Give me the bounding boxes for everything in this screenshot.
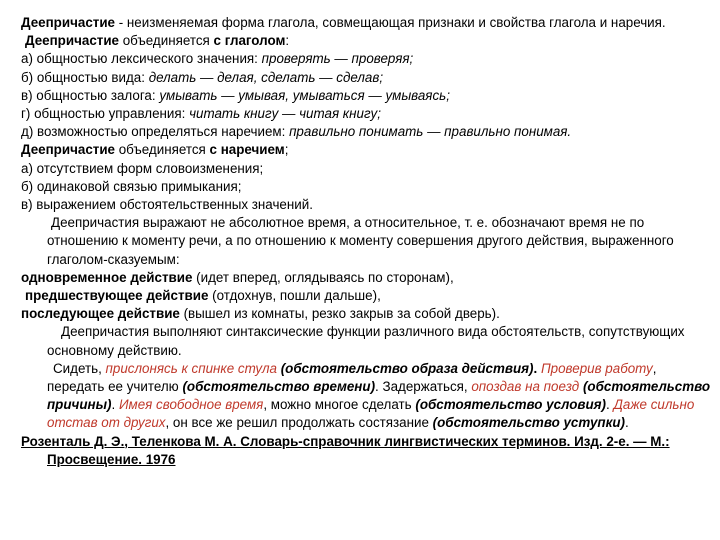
verb-item <box>21 69 712 87</box>
example-participle: Проверив работу <box>540 360 653 376</box>
verb-link-mid: объединяется <box>119 33 214 49</box>
action-example: (вышел из комнаты, резко закрыв за собой дверь). <box>179 306 500 322</box>
adverb-link-heading <box>21 141 712 159</box>
action-example: (отдохнув, пошли дальше), <box>208 288 381 304</box>
verb-item <box>21 87 712 105</box>
example-participle: прислонясь к спинке стула <box>105 360 277 376</box>
verb-link-heading <box>21 32 712 50</box>
functions-paragraph <box>21 323 712 359</box>
verb-item-example: читать книгу — читая книгу; <box>189 106 381 122</box>
adverb-link-mid: объединяется <box>115 142 210 158</box>
example-text: . <box>533 360 541 376</box>
action-term: последующее действие <box>21 306 180 322</box>
example-text: , можно многое сделать <box>263 397 416 413</box>
time-paragraph-text: Деепричастия выражают не абсолютное время, а относительное, т. е. обозначают время не по отношению к моменту речи, а по отношению к моменту совершения другого действия, выраженного глаголом-сказуемым: <box>47 215 674 267</box>
adverb-link-target: с наречием <box>209 142 285 158</box>
verb-item-prefix: д) возможностью определяться наречием: <box>21 124 290 140</box>
action-term: предшествующее действие <box>25 288 209 304</box>
verb-link-term: Деепричастие <box>25 33 120 49</box>
adverb-item: в) выражением обстоятельственных значений. <box>21 197 313 213</box>
example-text: . Задержаться, <box>375 379 472 395</box>
example-circumstance: (обстоятельство условия) <box>415 397 606 413</box>
definition-text: - неизменяемая форма глагола, совмещающая признаки и свойства глагола и наречия. <box>115 15 666 30</box>
example-text: . <box>625 415 629 431</box>
example-circumstance: (обстоятельство уступки) <box>432 415 625 431</box>
adverb-item: а) отсутствием форм словоизменения; <box>21 160 264 176</box>
verb-item-example: делать — делая, сделать — сделав; <box>148 69 384 85</box>
action-example: (идет вперед, оглядываясь по сторонам), <box>192 269 454 285</box>
adverb-link-tail: ; <box>284 142 289 158</box>
verb-item-prefix: в) общностью залога: <box>21 87 160 103</box>
verb-item <box>21 50 712 68</box>
example-participle: опоздав на поезд <box>471 379 580 395</box>
example-circumstance: (обстоятельство причины) <box>47 379 711 413</box>
verb-item-example: умывать — умывая, умываться — умываясь; <box>159 87 450 103</box>
example-text: . <box>111 397 119 413</box>
verb-item-example: проверять — проверяя; <box>261 51 414 67</box>
verb-item-prefix: б) общностью вида: <box>21 69 149 85</box>
verb-item-prefix: а) общностью лексического значения: <box>21 51 262 67</box>
verb-link-target: с глаголом <box>213 33 286 49</box>
example-text: , передать ее учителю <box>47 360 657 395</box>
verb-link-tail: : <box>285 33 290 49</box>
action-item <box>21 305 712 323</box>
examples-paragraph <box>21 360 712 433</box>
functions-paragraph-text: Деепричастия выполняют синтаксические функции различного вида обстоятельств, сопутствующих основному действию. <box>47 324 685 358</box>
term-deeprichastie: Деепричастие <box>21 15 116 30</box>
verb-item-prefix: г) общностью управления: <box>21 106 190 122</box>
source-citation: Розенталь Д. Э., Теленкова М. А. Словарь-справочник лингвистических терминов. Изд. 2-е. — М.: Просвещение. 1976 <box>21 433 670 467</box>
verb-item-example: правильно понимать — правильно понимая. <box>289 124 572 140</box>
action-term: одновременное действие <box>21 269 193 285</box>
definition-paragraph <box>21 14 712 32</box>
example-text: , он все же решил продолжать состязание <box>165 415 433 431</box>
adverb-item: б) одинаковой связью примыкания; <box>21 178 242 194</box>
example-text: Сидеть, <box>53 360 106 376</box>
verb-item <box>21 105 712 123</box>
time-paragraph <box>21 214 712 269</box>
verb-item <box>21 123 712 141</box>
action-item <box>21 269 712 287</box>
example-circumstance: (обстоятельство образа действия) <box>280 360 534 376</box>
example-circumstance: (обстоятельство времени) <box>182 379 376 395</box>
adverb-link-term: Деепричастие <box>21 142 116 158</box>
action-item <box>21 287 712 305</box>
example-text: . <box>606 397 614 413</box>
example-participle: Даже сильно отстав от других <box>47 397 695 431</box>
example-participle: Имея свободное время <box>118 397 264 413</box>
